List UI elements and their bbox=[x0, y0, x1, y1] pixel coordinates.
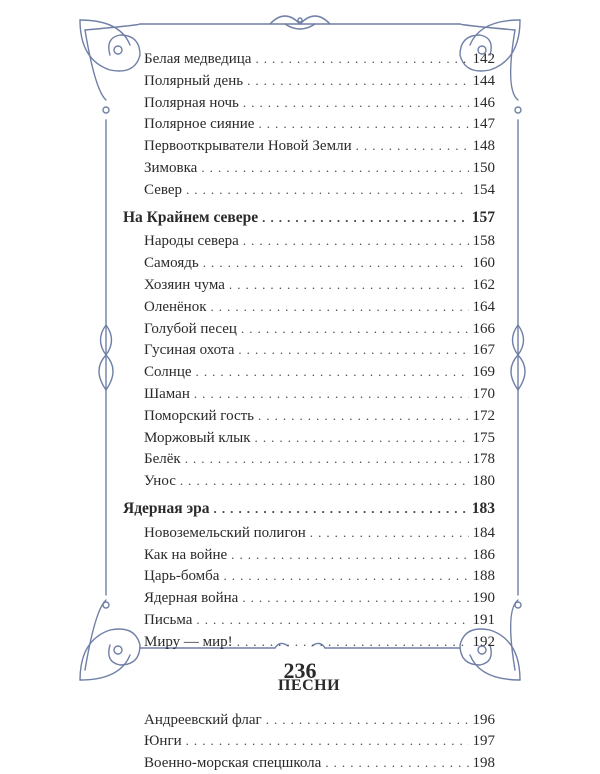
dot-leader bbox=[185, 448, 469, 470]
dot-leader bbox=[231, 544, 468, 566]
toc-entry-row bbox=[123, 296, 495, 318]
toc-entry-page: 147 bbox=[472, 116, 495, 133]
toc-entry-row bbox=[123, 448, 495, 470]
dot-leader bbox=[242, 587, 468, 609]
toc-entry-page: 154 bbox=[472, 181, 495, 198]
top-center-ornament bbox=[270, 16, 330, 29]
dot-leader bbox=[266, 709, 469, 731]
toc-section-row bbox=[123, 498, 495, 520]
toc-entry-title: Первооткрыватели Новой Земли bbox=[144, 138, 352, 155]
dot-leader bbox=[243, 92, 469, 114]
dot-leader bbox=[194, 383, 469, 405]
toc-entry-row bbox=[123, 609, 495, 631]
toc-entry-title: Миру — мир! bbox=[144, 633, 233, 650]
toc-entry-row bbox=[123, 157, 495, 179]
toc-entry-page: 158 bbox=[472, 233, 495, 250]
toc-entry-row bbox=[123, 339, 495, 361]
toc-entry-page: 160 bbox=[472, 255, 495, 272]
dot-leader bbox=[258, 113, 468, 135]
toc-entry-page: 146 bbox=[472, 94, 495, 111]
dot-leader bbox=[229, 274, 469, 296]
toc-entry-page: 191 bbox=[472, 612, 495, 628]
toc-entry-page: 180 bbox=[472, 473, 495, 490]
toc-entry-row bbox=[123, 48, 495, 70]
toc-entry-title: Голубой песец bbox=[144, 320, 237, 337]
dot-leader bbox=[356, 135, 469, 157]
toc-entry-page: 170 bbox=[472, 386, 495, 402]
dot-leader bbox=[203, 252, 469, 274]
dot-leader bbox=[196, 361, 469, 383]
toc-entry-row bbox=[123, 113, 495, 135]
dot-leader bbox=[214, 498, 468, 520]
toc-entry-row bbox=[123, 230, 495, 252]
toc-entry-page: 197 bbox=[472, 733, 495, 750]
toc-entry-row bbox=[123, 730, 495, 752]
dot-leader bbox=[243, 230, 469, 252]
toc-entry-row bbox=[123, 274, 495, 296]
toc-entry-page: 198 bbox=[472, 755, 495, 772]
toc-entry-title: Моржовый клык bbox=[144, 429, 251, 446]
toc-entry-page: 175 bbox=[472, 429, 495, 446]
toc-entry-title: Хозяин чума bbox=[144, 277, 225, 293]
dot-leader bbox=[262, 207, 468, 229]
toc-entry-title: Как на войне bbox=[144, 546, 228, 563]
dot-leader bbox=[247, 70, 468, 92]
toc-entry-row bbox=[123, 92, 495, 114]
toc-entry-row bbox=[123, 587, 495, 609]
toc-entry-page: 186 bbox=[472, 546, 495, 563]
dot-leader bbox=[180, 470, 469, 492]
dot-leader bbox=[238, 339, 468, 361]
toc-entry-title: Юнги bbox=[144, 733, 182, 750]
toc-entry-row bbox=[123, 383, 495, 405]
dot-leader bbox=[258, 405, 469, 427]
toc-entry-page: 190 bbox=[472, 590, 495, 607]
toc-entry-row bbox=[123, 361, 495, 383]
toc-entry-page: 184 bbox=[472, 524, 495, 541]
dot-leader bbox=[255, 48, 468, 70]
toc-entry-title: Царь-бомба bbox=[144, 568, 220, 585]
toc-entry-page: 162 bbox=[472, 277, 495, 293]
page-number: 236 bbox=[283, 658, 317, 683]
toc-section-title: Ядерная эра bbox=[123, 500, 210, 517]
toc-entry-page: 172 bbox=[472, 407, 495, 424]
toc-entry-row bbox=[123, 405, 495, 427]
toc-entry-title: Полярное сияние bbox=[144, 116, 255, 133]
toc-section-row bbox=[123, 207, 495, 229]
dot-leader bbox=[241, 318, 469, 340]
toc-entry-title: Полярная ночь bbox=[144, 94, 239, 111]
toc-entry-title: Ядерная война bbox=[144, 590, 239, 607]
songs-heading: ПЕСНИ bbox=[277, 676, 341, 694]
dot-leader bbox=[237, 631, 469, 653]
toc-entry-title: Поморский гость bbox=[144, 407, 254, 424]
toc-entry-row bbox=[123, 427, 495, 449]
toc-entry-row bbox=[123, 135, 495, 157]
dot-leader bbox=[310, 522, 469, 544]
toc-entry-page: 166 bbox=[472, 320, 495, 337]
toc-entry-page: 167 bbox=[472, 342, 495, 359]
toc-entry-row bbox=[123, 318, 495, 340]
toc-entry-title: Север bbox=[144, 181, 182, 198]
dot-leader bbox=[186, 179, 469, 201]
toc-section-title: На Крайнем севере bbox=[123, 208, 259, 226]
toc-entry-title: Унос bbox=[144, 473, 176, 490]
dot-leader bbox=[196, 609, 468, 631]
toc-entry-title: Оленёнок bbox=[144, 298, 207, 315]
dot-leader bbox=[255, 427, 469, 449]
toc-entry-row bbox=[123, 544, 495, 566]
toc-entry-row bbox=[123, 179, 495, 201]
toc-entry-page: 188 bbox=[472, 568, 495, 585]
toc-entry-title: Самоядь bbox=[144, 255, 199, 272]
toc-entry-title: Белая медведица bbox=[144, 51, 252, 67]
toc-entry-row bbox=[123, 565, 495, 587]
toc-entry-page: 150 bbox=[472, 160, 495, 176]
toc-entry-page: 148 bbox=[472, 138, 495, 155]
toc-entry-title: Андреевский флаг bbox=[144, 711, 262, 728]
dot-leader bbox=[325, 752, 468, 774]
toc-entry-page: 196 bbox=[472, 711, 495, 728]
toc-entry-row bbox=[123, 752, 495, 774]
toc-entry-page: 178 bbox=[472, 451, 495, 468]
toc-entry-page: 164 bbox=[472, 298, 495, 315]
dot-leader bbox=[223, 565, 468, 587]
toc-entry-title: Народы севера bbox=[144, 233, 239, 250]
toc-section-page: 183 bbox=[471, 500, 495, 517]
toc-entry-title: Письма bbox=[144, 612, 193, 628]
toc-entry-title: Белёк bbox=[144, 451, 181, 468]
toc-entry-title: Гусиная охота bbox=[144, 342, 235, 359]
dot-leader bbox=[210, 296, 468, 318]
dot-leader bbox=[186, 730, 469, 752]
toc-entry-row bbox=[123, 522, 495, 544]
toc-entry-title: Военно-морская спецшкола bbox=[144, 755, 322, 772]
dot-leader bbox=[201, 157, 468, 179]
toc-section-page: 157 bbox=[471, 208, 495, 226]
toc-entry-page: 142 bbox=[472, 51, 495, 67]
toc-entry-title: Шаман bbox=[144, 386, 190, 402]
toc-entry-row bbox=[123, 470, 495, 492]
toc-entry-page: 144 bbox=[472, 72, 495, 89]
toc-entry-row bbox=[123, 70, 495, 92]
toc-entry-page: 192 bbox=[472, 633, 495, 650]
toc-entry-title: Новоземельский полигон bbox=[144, 524, 306, 541]
toc-entry-page: 169 bbox=[472, 364, 495, 381]
toc-entry-row bbox=[123, 252, 495, 274]
toc-entry-row bbox=[123, 709, 495, 731]
toc-entry-title: Полярный день bbox=[144, 72, 244, 89]
toc-entry-title: Зимовка bbox=[144, 160, 198, 176]
toc-entry-row bbox=[123, 631, 495, 653]
toc-entry-title: Солнце bbox=[144, 364, 192, 381]
